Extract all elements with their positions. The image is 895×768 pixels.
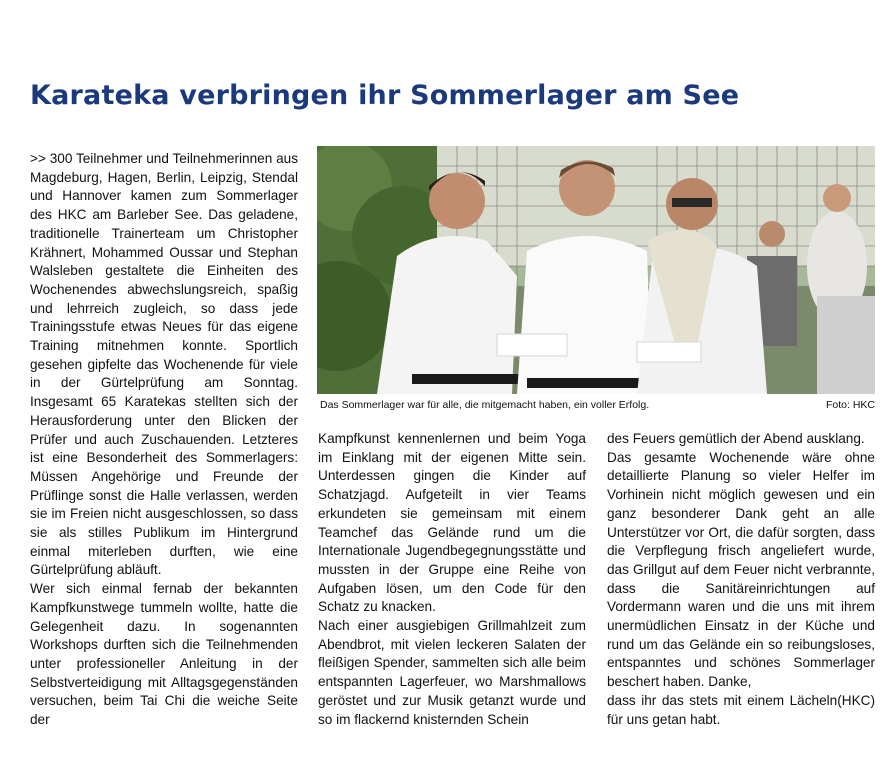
article-column-3 (607, 430, 875, 729)
headline: Karateka verbringen ihr Sommerlager am See (30, 80, 740, 111)
closing-text: dass ihr das stets mit einem Lächeln für uns getan habt. (607, 692, 838, 727)
caption-text: Das Sommerlager war für alle, die mitgemacht haben, ein voller Erfolg. (320, 399, 650, 411)
paragraph: Nach einer ausgiebigen Grillmahlzeit zum Abendbrot, mit vielen leckeren Salaten der fleißigen Spender, sammelten sich alle beim entspannten Lagerfeuer, wo Marshmallows geröstet und zur Musik getanzt wurde und so im flackernd knisternden Schein (318, 618, 586, 727)
paragraph: >> 300 Teilnehmer und Teilnehmerinnen aus Magdeburg, Hagen, Berlin, Leipzig, Stendal und Hannover kamen zum Sommerlager des HKC am Barleber See. Das geladene, traditionelle Trainerteam um Christopher Krähnert, Mohammed Oussar und Stephan Walsleben gestaltete die Einheiten des Wochenendes abwechslungsreich, spaßig und lehrreich zugleich, so dass jede Trainingsstufe etwas Neues für das eigene Training mitnehmen konnte. Sportlich gesehen gipfelte das Wochenende für viele in der Gürtelprüfung am Sonntag. Insgesamt 65 Karatekas stellten sich der Herausforderung unter den Blicken der Prüfer und auch Zuschauenden. Letzteres ist eine Besonderheit des Sommerlagers: Müssen Angehörige und Freunde der Prüflinge sonst die Halle verlassen, werden sie im Freien nicht ausgeschlossen, so dass sie als stilles Publikum im Hintergrund einmal miterleben durften, wie eine Gürtelprüfung abläuft. (30, 151, 298, 578)
paragraph: Das gesamte Wochenende wäre ohne detaillierte Planung so vieler Helfer im Vorhinein nicht möglich gewesen und ein ganz besonderer Dank geht an alle Unterstützer vor Ort, die dafür sorgten, dass die Verpflegung frisch angeliefert wurde, das Grillgut auf dem Feuer nicht verbrannte, dass die Sanitäreinrichtungen auf Vordermann waren und die uns mit ihrem unermüdlichen Einsatz in der Küche und rund um das Gelände ein so reibungsloses, entspanntes und schönes Sommerlager beschert haben. Danke, (607, 449, 875, 690)
article-photo (317, 146, 875, 394)
photo-credit: Foto: HKC (825, 399, 875, 411)
photo-caption (320, 399, 875, 411)
paragraph: Kampfkunst kennenlernen und beim Yoga im Einklang mit der eigenen Mitte sein. Unterdessen gingen die Kinder auf Schatzjagd. Aufgeteilt in vier Teams erkundeten sie gemeinsam mit einem Teamchef das Gelände rund um die Internationale Jugendbegegnungsstätte und mussten in der Gruppe eine Reihe von Aufgaben lösen, um den Code für den Schatz zu knacken. (318, 431, 586, 615)
author-signoff: (HKC) (837, 692, 875, 708)
article-column-1 (30, 150, 298, 730)
paragraph: des Feuers gemütlich der Abend ausklang. (607, 431, 865, 446)
closing-line (607, 692, 875, 729)
article-column-2 (318, 430, 586, 729)
paragraph: Wer sich einmal fernab der bekannten Kampfkunstwege tummeln wollte, hatte die Gelegenheit dazu. In sogenannten Workshops durften sich die Teilnehmenden unter professioneller Anleitung in der Selbstverteidigung mit Alltagsgegenständen versuchen, beim Tai Chi die weiche Seite der (30, 581, 298, 728)
